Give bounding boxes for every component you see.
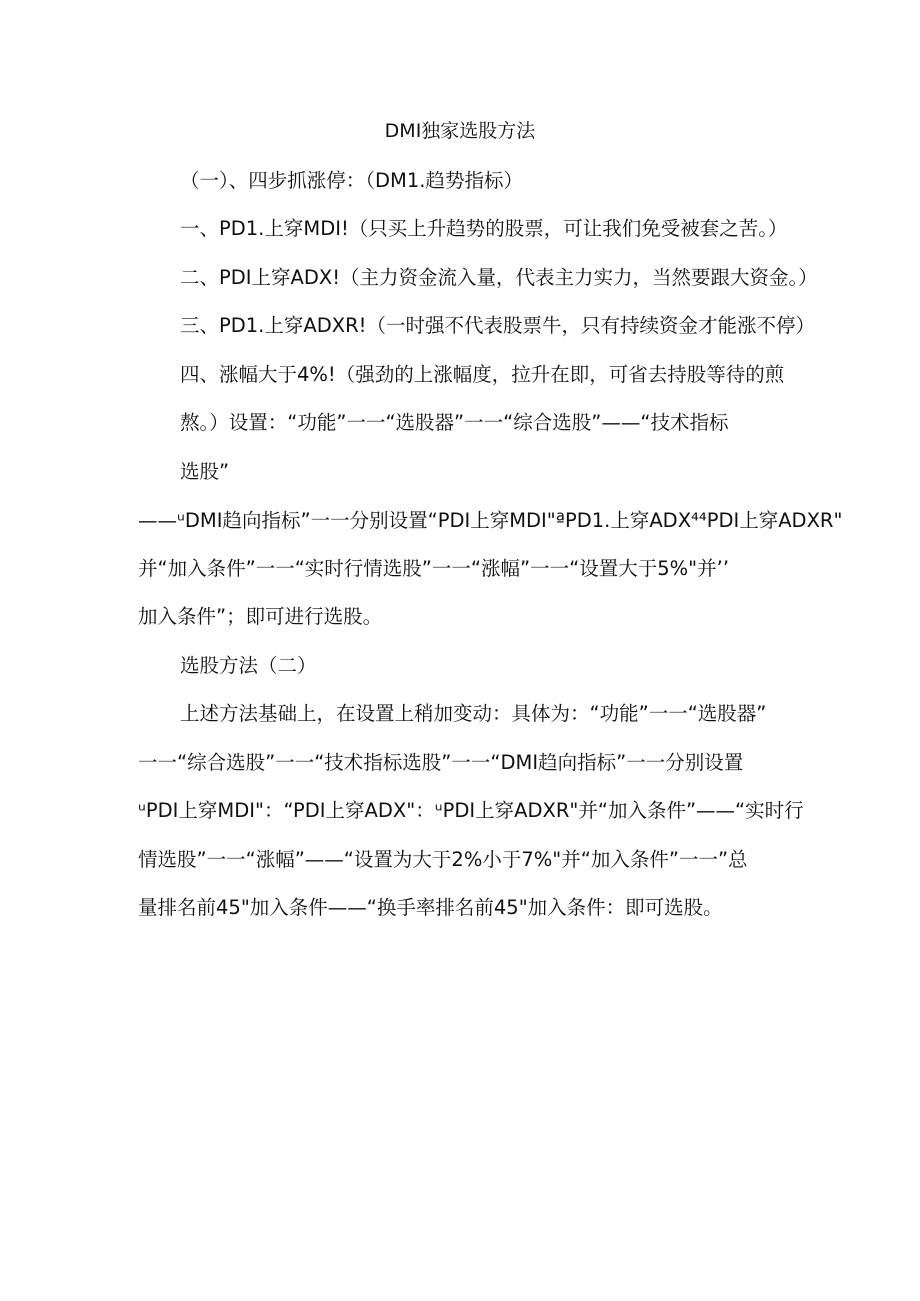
paragraph-line-10: 加入条件”；即可进行选股。	[138, 605, 383, 628]
paragraph-line-8: ——ᵘDMI趋向指标”一一分别设置“PDI上穿MDI"ªPD1.上穿ADX⁴⁴PDI上穿ADXR"	[138, 509, 843, 532]
paragraph-line-3: 二、PDI上穿ADX!（主力资金流入量，代表主力实力，当然要跟大资金。）	[180, 266, 818, 289]
paragraph-line-9: 并“加入条件”一一“实时行情选股”一一“涨幅”一一“设置大于5%"并’’	[138, 557, 730, 580]
paragraph-line-15: 情选股”一一“涨幅”——“设置为大于2%小于7%"并“加入条件”一一”总	[138, 848, 748, 871]
paragraph-line-6: 熬。）设置：“功能”一一“选股器”一一“综合选股”——“技术指标	[180, 411, 729, 434]
document-title: DMI独家选股方法	[384, 120, 536, 142]
paragraph-line-5: 四、涨幅大于4%!（强劲的上涨幅度，拉升在即，可省去持股等待的煎	[180, 363, 785, 386]
paragraph-line-14: ᵘPDI上穿MDI"：“PDI上穿ADX"：ᵘPDI上穿ADXR"并“加入条件”——“实时行	[138, 799, 804, 822]
paragraph-line-7: 选股”	[180, 460, 230, 483]
paragraph-line-1: （一）、四步抓涨停：（DM1.趋势指标）	[180, 169, 523, 192]
paragraph-line-13: 一一“综合选股”一一“技术指标选股”一一“DMI趋向指标”一一分别设置	[138, 751, 744, 774]
paragraph-line-4: 三、PD1.上穿ADXR!（一时强不代表股票牛，只有持续资金才能涨不停）	[180, 314, 815, 337]
section-heading: 选股方法（二）	[180, 654, 317, 677]
paragraph-line-2: 一、PD1.上穿MDI!（只买上升趋势的股票，可让我们免受被套之苦。）	[180, 217, 788, 240]
paragraph-line-12: 上述方法基础上，在设置上稍加变动：具体为：“功能”一一“选股器”	[180, 702, 767, 725]
paragraph-line-16: 量排名前45"加入条件——“换手率排名前45"加入条件：即可选股。	[138, 896, 723, 919]
